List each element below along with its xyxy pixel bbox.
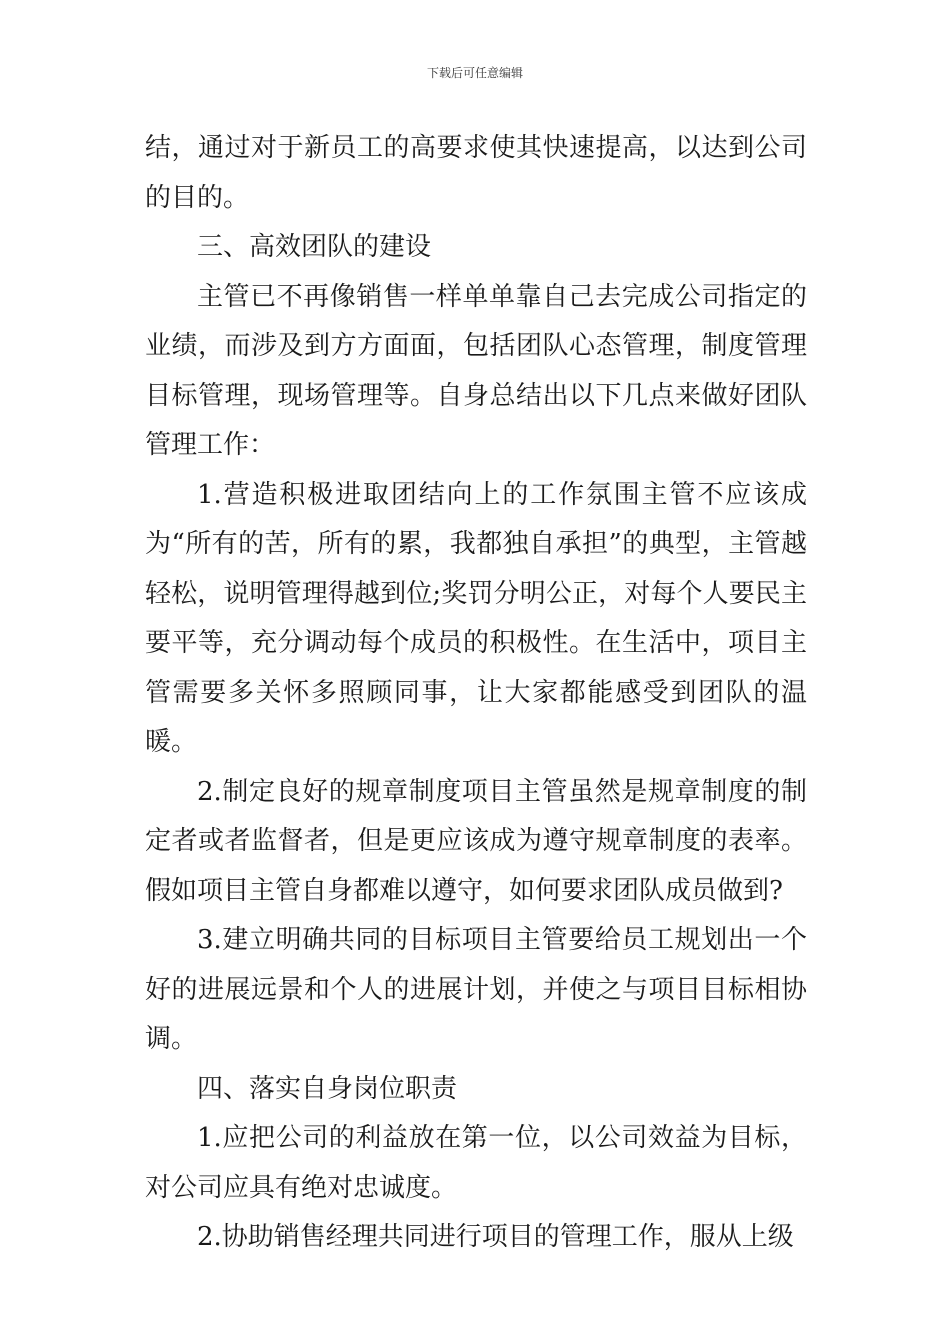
section-heading-3: 三、高效团队的建设 [197,232,432,262]
list-item-3: 3.建立明确共同的目标项目主管要给员工规划出一个好的进展远景和个人的进展计划，并使之与项目目标相协调。 [145,925,807,1054]
section-heading-4: 四、落实自身岗位职责 [197,1073,458,1104]
document-body [145,124,807,1263]
list-item-2: 2.协助销售经理共同进行项目的管理工作，服从上级 [197,1222,794,1252]
list-item-1: 1.应把公司的利益放在第一位，以公司效益为目标，对公司应具有绝对忠诚度。 [145,1123,807,1203]
paragraph-continuation: 结，通过对于新员工的高要求使其快速提高，以达到公司的目的。 [145,133,807,213]
page-header: 下载后可任意编辑 [426,66,523,80]
list-item-2: 2.制定良好的规章制度项目主管虽然是规章制度的制定者或者监督者，但是更应该成为遵守规章制度的表率。假如项目主管自身都难以遵守，如何要求团队成员做到? [145,776,807,906]
paragraph: 主管已不再像销售一样单单靠自己去完成公司指定的业绩，而涉及到方方面面，包括团队心态管理，制度管理目标管理，现场管理等。自身总结出以下几点来做好团队管理工作： [145,281,807,460]
list-item-1: 1.营造积极进取团结向上的工作氛围主管不应该成为“所有的苦，所有的累，我都独自承担”的典型，主管越轻松，说明管理得越到位;奖罚分明公正，对每个人要民主要平等，充分调动每个成员的积极性。在生活中，项目主管需要多关怀多照顾同事，让大家都能感受到团队的温暖。 [145,479,807,757]
